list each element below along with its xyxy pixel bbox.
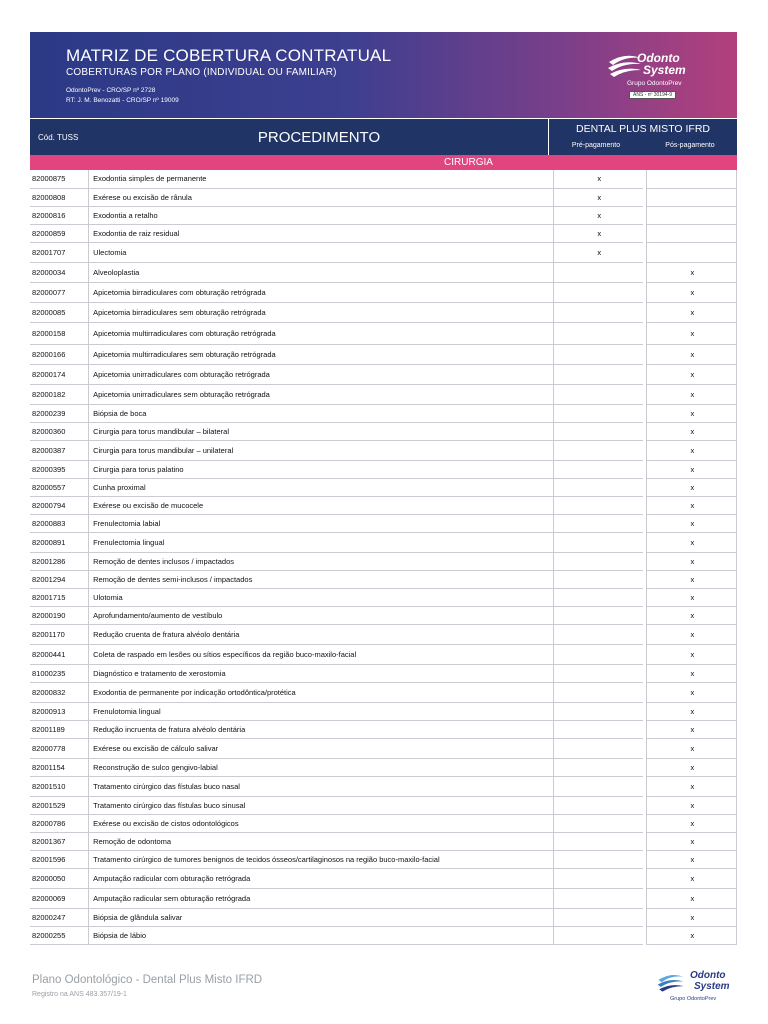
cell-pre-pagamento bbox=[553, 364, 643, 384]
table-row bbox=[30, 702, 737, 720]
table-row bbox=[30, 624, 737, 644]
cell-pos-pagamento: x bbox=[646, 344, 736, 364]
cell-procedimento: Cirurgia para torus palatino bbox=[89, 460, 554, 478]
cell-cod-tuss: 82000050 bbox=[30, 868, 89, 888]
cell-cod-tuss: 82000778 bbox=[30, 738, 89, 758]
cell-cod-tuss: 82000441 bbox=[30, 644, 89, 664]
cell-pre-pagamento bbox=[553, 832, 643, 850]
cell-pre-pagamento bbox=[553, 644, 643, 664]
cell-cod-tuss: 82000034 bbox=[30, 262, 89, 282]
cell-pre-pagamento bbox=[553, 532, 643, 552]
cell-cod-tuss: 82000158 bbox=[30, 322, 89, 344]
header-banner bbox=[30, 32, 737, 118]
cell-procedimento: Apicetomia birradiculares sem obturação retrógrada bbox=[89, 302, 554, 322]
cell-procedimento: Biópsia de glândula salivar bbox=[89, 908, 554, 926]
table-row bbox=[30, 224, 737, 242]
cell-procedimento: Exérese ou excisão de cálculo salivar bbox=[89, 738, 554, 758]
col-pos-pagamento: Pós-pagamento bbox=[665, 142, 715, 149]
cell-pre-pagamento bbox=[553, 664, 643, 682]
cell-pre-pagamento bbox=[553, 682, 643, 702]
cell-pos-pagamento: x bbox=[646, 440, 736, 460]
cell-pre-pagamento bbox=[553, 850, 643, 868]
cell-pos-pagamento: x bbox=[646, 322, 736, 344]
technical-responsible: RT: J. M. Benozatti - CRO/SP nº 19009 bbox=[66, 97, 179, 104]
table-row bbox=[30, 888, 737, 908]
cell-pre-pagamento bbox=[553, 796, 643, 814]
cell-pos-pagamento: x bbox=[646, 682, 736, 702]
cell-pre-pagamento bbox=[553, 282, 643, 302]
cell-pre-pagamento bbox=[553, 868, 643, 888]
cell-pre-pagamento bbox=[553, 758, 643, 776]
cell-pos-pagamento: x bbox=[646, 624, 736, 644]
cell-pre-pagamento bbox=[553, 302, 643, 322]
cell-pre-pagamento bbox=[553, 588, 643, 606]
cell-pos-pagamento: x bbox=[646, 814, 736, 832]
cell-pos-pagamento: x bbox=[646, 514, 736, 532]
cell-cod-tuss: 82000166 bbox=[30, 344, 89, 364]
swoosh-icon bbox=[656, 972, 686, 994]
cell-procedimento: Exodontia de raiz residual bbox=[89, 224, 554, 242]
table-row bbox=[30, 364, 737, 384]
cell-pos-pagamento: x bbox=[646, 702, 736, 720]
cell-pos-pagamento: x bbox=[646, 302, 736, 322]
cell-procedimento: Amputação radicular sem obturação retrógrada bbox=[89, 888, 554, 908]
cell-pre-pagamento bbox=[553, 384, 643, 404]
cell-pos-pagamento bbox=[646, 206, 736, 224]
table-row bbox=[30, 514, 737, 532]
cell-procedimento: Apicetomia multirradiculares sem obturação retrógrada bbox=[89, 344, 554, 364]
cell-cod-tuss: 82001189 bbox=[30, 720, 89, 738]
cell-procedimento: Alveoloplastia bbox=[89, 262, 554, 282]
cell-cod-tuss: 82000077 bbox=[30, 282, 89, 302]
cell-procedimento: Exérese ou excisão de rânula bbox=[89, 188, 554, 206]
cell-cod-tuss: 82001596 bbox=[30, 850, 89, 868]
table-row bbox=[30, 422, 737, 440]
cell-pos-pagamento: x bbox=[646, 282, 736, 302]
cell-cod-tuss: 82000395 bbox=[30, 460, 89, 478]
cell-pos-pagamento: x bbox=[646, 460, 736, 478]
cell-pos-pagamento: x bbox=[646, 496, 736, 514]
cell-pos-pagamento bbox=[646, 188, 736, 206]
cell-pre-pagamento bbox=[553, 720, 643, 738]
cell-procedimento: Cunha proximal bbox=[89, 478, 554, 496]
cell-cod-tuss: 82001715 bbox=[30, 588, 89, 606]
table-row bbox=[30, 206, 737, 224]
cell-cod-tuss: 82000255 bbox=[30, 926, 89, 944]
table-row bbox=[30, 322, 737, 344]
cell-pre-pagamento bbox=[553, 738, 643, 758]
cell-pos-pagamento: x bbox=[646, 832, 736, 850]
table-row bbox=[30, 720, 737, 738]
cell-pos-pagamento bbox=[646, 242, 736, 262]
cell-pre-pagamento bbox=[553, 440, 643, 460]
table-row bbox=[30, 532, 737, 552]
table-row bbox=[30, 478, 737, 496]
footer-logo-brand-line1: Odonto bbox=[690, 970, 726, 981]
cell-pre-pagamento: x bbox=[553, 188, 643, 206]
cell-pos-pagamento: x bbox=[646, 664, 736, 682]
table-row bbox=[30, 796, 737, 814]
cell-cod-tuss: 82001529 bbox=[30, 796, 89, 814]
cell-pre-pagamento bbox=[553, 496, 643, 514]
cell-procedimento: Redução incruenta de fratura alvéolo dentária bbox=[89, 720, 554, 738]
table-row bbox=[30, 664, 737, 682]
col-pre-pagamento: Pré-pagamento bbox=[571, 142, 621, 149]
footer-plan-title: Plano Odontológico - Dental Plus Misto IFRD bbox=[32, 974, 263, 986]
cell-procedimento: Exérese ou excisão de mucocele bbox=[89, 496, 554, 514]
cell-cod-tuss: 82000883 bbox=[30, 514, 89, 532]
cell-cod-tuss: 82001154 bbox=[30, 758, 89, 776]
cell-pos-pagamento: x bbox=[646, 888, 736, 908]
cell-pos-pagamento: x bbox=[646, 776, 736, 796]
col-plan bbox=[549, 119, 737, 155]
table-row bbox=[30, 926, 737, 944]
logo-brand-line1: Odonto bbox=[637, 51, 680, 65]
cell-pre-pagamento bbox=[553, 262, 643, 282]
cell-pos-pagamento: x bbox=[646, 738, 736, 758]
cell-cod-tuss: 82000786 bbox=[30, 814, 89, 832]
footer-logo bbox=[656, 970, 738, 1010]
company-registration: OdontoPrev - CRO/SP nº 2728 bbox=[66, 87, 156, 94]
cell-procedimento: Remoção de dentes semi-inclusos / impactados bbox=[89, 570, 554, 588]
cell-procedimento: Tratamento cirúrgico de tumores benignos de tecidos ósseos/cartilaginosos na região buco-maxilo-facial bbox=[89, 850, 554, 868]
logo-group: Grupo OdontoPrev bbox=[627, 80, 682, 87]
cell-cod-tuss: 82000891 bbox=[30, 532, 89, 552]
page-subtitle: COBERTURAS POR PLANO (INDIVIDUAL OU FAMILIAR) bbox=[66, 67, 337, 78]
cell-pre-pagamento: x bbox=[553, 170, 643, 188]
col-procedimento: PROCEDIMENTO bbox=[90, 119, 549, 155]
cell-cod-tuss: 82000174 bbox=[30, 364, 89, 384]
cell-pos-pagamento: x bbox=[646, 644, 736, 664]
cell-cod-tuss: 82001286 bbox=[30, 552, 89, 570]
cell-cod-tuss: 82000387 bbox=[30, 440, 89, 460]
cell-pos-pagamento: x bbox=[646, 570, 736, 588]
coverage-matrix-page bbox=[30, 32, 737, 945]
ans-badge: ANS - nº 30194-9 bbox=[629, 91, 676, 99]
table-row bbox=[30, 170, 737, 188]
cell-procedimento: Apicetomia unirradiculares sem obturação retrógrada bbox=[89, 384, 554, 404]
cell-pos-pagamento: x bbox=[646, 850, 736, 868]
cell-pre-pagamento bbox=[553, 702, 643, 720]
cell-pos-pagamento: x bbox=[646, 588, 736, 606]
cell-cod-tuss: 82000557 bbox=[30, 478, 89, 496]
cell-procedimento: Exérese ou excisão de cistos odontológicos bbox=[89, 814, 554, 832]
table-row bbox=[30, 570, 737, 588]
cell-procedimento: Biópsia de boca bbox=[89, 404, 554, 422]
table-row bbox=[30, 496, 737, 514]
cell-pre-pagamento bbox=[553, 624, 643, 644]
cell-pre-pagamento bbox=[553, 322, 643, 344]
cell-pre-pagamento bbox=[553, 344, 643, 364]
cell-pre-pagamento bbox=[553, 552, 643, 570]
cell-cod-tuss: 82000360 bbox=[30, 422, 89, 440]
table-row bbox=[30, 552, 737, 570]
cell-procedimento: Amputação radicular com obturação retrógrada bbox=[89, 868, 554, 888]
cell-pre-pagamento bbox=[553, 460, 643, 478]
table-row bbox=[30, 188, 737, 206]
cell-pre-pagamento bbox=[553, 814, 643, 832]
cell-pos-pagamento bbox=[646, 224, 736, 242]
cell-cod-tuss: 82000069 bbox=[30, 888, 89, 908]
cell-pre-pagamento bbox=[553, 776, 643, 796]
cell-cod-tuss: 82001367 bbox=[30, 832, 89, 850]
cell-procedimento: Cirurgia para torus mandibular – bilateral bbox=[89, 422, 554, 440]
table-row bbox=[30, 302, 737, 322]
cell-pre-pagamento: x bbox=[553, 224, 643, 242]
cell-pos-pagamento: x bbox=[646, 606, 736, 624]
cell-pos-pagamento: x bbox=[646, 552, 736, 570]
table-row bbox=[30, 440, 737, 460]
cell-cod-tuss: 82000239 bbox=[30, 404, 89, 422]
cell-procedimento: Biópsia de lábio bbox=[89, 926, 554, 944]
cell-pos-pagamento: x bbox=[646, 404, 736, 422]
table-row bbox=[30, 344, 737, 364]
cell-cod-tuss: 82000190 bbox=[30, 606, 89, 624]
table-row bbox=[30, 868, 737, 888]
table-row bbox=[30, 282, 737, 302]
cell-cod-tuss: 82000816 bbox=[30, 206, 89, 224]
cell-cod-tuss: 82000794 bbox=[30, 496, 89, 514]
cell-cod-tuss: 82000859 bbox=[30, 224, 89, 242]
cell-pre-pagamento bbox=[553, 570, 643, 588]
cell-pos-pagamento bbox=[646, 170, 736, 188]
page-title: MATRIZ DE COBERTURA CONTRATUAL bbox=[66, 46, 392, 65]
table-row bbox=[30, 460, 737, 478]
footer-registration: Registro na ANS 483.357/19-1 bbox=[32, 991, 127, 998]
cell-procedimento: Diagnóstico e tratamento de xerostomia bbox=[89, 664, 554, 682]
cell-pos-pagamento: x bbox=[646, 720, 736, 738]
cell-pos-pagamento: x bbox=[646, 758, 736, 776]
cell-cod-tuss: 82000913 bbox=[30, 702, 89, 720]
cell-procedimento: Coleta de raspado em lesões ou sítios específicos da região buco-maxilo-facial bbox=[89, 644, 554, 664]
col-cod-tuss: Cód. TUSS bbox=[38, 132, 79, 142]
table-row bbox=[30, 384, 737, 404]
cell-pos-pagamento: x bbox=[646, 262, 736, 282]
cell-procedimento: Reconstrução de sulco gengivo-labial bbox=[89, 758, 554, 776]
plan-name: DENTAL PLUS MISTO IFRD bbox=[576, 123, 710, 135]
cell-pre-pagamento: x bbox=[553, 206, 643, 224]
cell-cod-tuss: 82000247 bbox=[30, 908, 89, 926]
cell-pos-pagamento: x bbox=[646, 364, 736, 384]
cell-pre-pagamento bbox=[553, 908, 643, 926]
cell-pre-pagamento bbox=[553, 422, 643, 440]
table-row bbox=[30, 776, 737, 796]
cell-cod-tuss: 82001170 bbox=[30, 624, 89, 644]
cell-pre-pagamento bbox=[553, 478, 643, 496]
cell-cod-tuss: 81000235 bbox=[30, 664, 89, 682]
cell-cod-tuss: 82001510 bbox=[30, 776, 89, 796]
table-header bbox=[30, 118, 737, 155]
table-row bbox=[30, 242, 737, 262]
section-header-cirurgia: CIRURGIA bbox=[30, 155, 737, 170]
cell-pos-pagamento: x bbox=[646, 796, 736, 814]
cell-cod-tuss: 82000085 bbox=[30, 302, 89, 322]
table-row bbox=[30, 832, 737, 850]
cell-pre-pagamento bbox=[553, 606, 643, 624]
table-row bbox=[30, 850, 737, 868]
table-row bbox=[30, 814, 737, 832]
table-row bbox=[30, 588, 737, 606]
table-row bbox=[30, 644, 737, 664]
cell-procedimento: Exodontia simples de permanente bbox=[89, 170, 554, 188]
cell-pre-pagamento bbox=[553, 404, 643, 422]
footer-logo-brand-line2: System bbox=[694, 981, 730, 992]
odontosystem-logo bbox=[607, 48, 703, 104]
table-row bbox=[30, 682, 737, 702]
cell-pos-pagamento: x bbox=[646, 908, 736, 926]
cell-procedimento: Frenulotomia lingual bbox=[89, 702, 554, 720]
footer-logo-group: Grupo OdontoPrev bbox=[670, 996, 717, 1002]
cell-procedimento: Exodontia de permanente por indicação ortodôntica/protética bbox=[89, 682, 554, 702]
cell-procedimento: Redução cruenta de fratura alvéolo dentária bbox=[89, 624, 554, 644]
table-row bbox=[30, 758, 737, 776]
cell-cod-tuss: 82001707 bbox=[30, 242, 89, 262]
cell-pos-pagamento: x bbox=[646, 532, 736, 552]
cell-procedimento: Remoção de dentes inclusos / impactados bbox=[89, 552, 554, 570]
cell-cod-tuss: 82001294 bbox=[30, 570, 89, 588]
cell-cod-tuss: 82000182 bbox=[30, 384, 89, 404]
cell-procedimento: Aprofundamento/aumento de vestíbulo bbox=[89, 606, 554, 624]
cell-procedimento: Cirurgia para torus mandibular – unilateral bbox=[89, 440, 554, 460]
cell-procedimento: Exodontia a retalho bbox=[89, 206, 554, 224]
cell-pos-pagamento: x bbox=[646, 926, 736, 944]
cell-pos-pagamento: x bbox=[646, 868, 736, 888]
cell-pre-pagamento bbox=[553, 888, 643, 908]
cell-cod-tuss: 82000875 bbox=[30, 170, 89, 188]
coverage-table bbox=[30, 170, 737, 945]
cell-cod-tuss: 82000832 bbox=[30, 682, 89, 702]
cell-cod-tuss: 82000808 bbox=[30, 188, 89, 206]
cell-procedimento: Tratamento cirúrgico das fístulas buco sinusal bbox=[89, 796, 554, 814]
table-row bbox=[30, 908, 737, 926]
cell-procedimento: Ulectomia bbox=[89, 242, 554, 262]
cell-procedimento: Tratamento cirúrgico das fístulas buco nasal bbox=[89, 776, 554, 796]
cell-pos-pagamento: x bbox=[646, 422, 736, 440]
table-row bbox=[30, 404, 737, 422]
cell-procedimento: Frenulectomia lingual bbox=[89, 532, 554, 552]
cell-procedimento: Apicetomia unirradiculares com obturação retrógrada bbox=[89, 364, 554, 384]
cell-pos-pagamento: x bbox=[646, 478, 736, 496]
cell-pre-pagamento bbox=[553, 926, 643, 944]
cell-procedimento: Apicetomia birradiculares com obturação retrógrada bbox=[89, 282, 554, 302]
cell-pos-pagamento: x bbox=[646, 384, 736, 404]
cell-pre-pagamento: x bbox=[553, 242, 643, 262]
table-row bbox=[30, 606, 737, 624]
cell-procedimento: Remoção de odontoma bbox=[89, 832, 554, 850]
cell-pre-pagamento bbox=[553, 514, 643, 532]
table-row bbox=[30, 262, 737, 282]
logo-brand-line2: System bbox=[643, 63, 686, 77]
cell-procedimento: Ulotomia bbox=[89, 588, 554, 606]
cell-procedimento: Apicetomia multirradiculares com obturação retrógrada bbox=[89, 322, 554, 344]
table-row bbox=[30, 738, 737, 758]
cell-procedimento: Frenulectomia labial bbox=[89, 514, 554, 532]
